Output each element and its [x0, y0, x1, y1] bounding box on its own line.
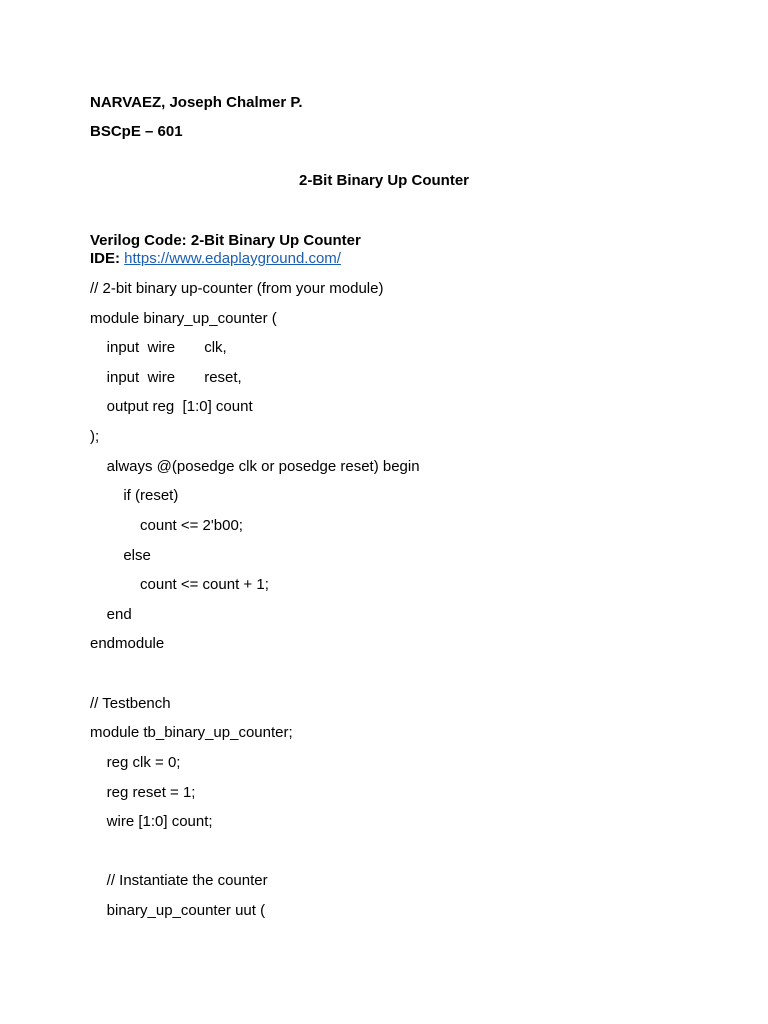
course-section: BSCpE – 601	[90, 123, 183, 140]
code-line: if (reset)	[90, 487, 179, 504]
author-name: NARVAEZ, Joseph Chalmer P.	[90, 94, 303, 111]
code-line: count <= 2'b00;	[90, 517, 243, 534]
code-line: input wire reset,	[90, 369, 242, 386]
code-line: // Testbench	[90, 695, 171, 712]
ide-line	[90, 250, 341, 268]
page-title: 2-Bit Binary Up Counter	[298, 172, 469, 189]
code-line: endmodule	[90, 635, 165, 652]
code-line: always @(posedge clk or posedge reset) begin	[90, 458, 420, 475]
code-heading: Verilog Code: 2-Bit Binary Up Counter	[90, 232, 361, 249]
code-line: output reg [1:0] count	[90, 398, 253, 415]
code-line: binary_up_counter uut (	[90, 902, 266, 919]
code-line: module binary_up_counter (	[90, 310, 277, 327]
code-line: );	[90, 428, 100, 445]
ide-link[interactable]: https://www.edaplayground.com/	[124, 250, 341, 267]
code-line: count <= count + 1;	[90, 576, 269, 593]
code-line: reg clk = 0;	[90, 754, 181, 771]
code-line: input wire clk,	[90, 339, 227, 356]
code-line: end	[90, 606, 132, 623]
code-line: else	[90, 547, 151, 564]
code-line: module tb_binary_up_counter;	[90, 724, 293, 741]
code-line: // 2-bit binary up-counter (from your module)	[90, 280, 384, 297]
code-line: reg reset = 1;	[90, 784, 196, 801]
ide-label: IDE:	[90, 250, 120, 267]
code-line: wire [1:0] count;	[90, 813, 213, 830]
code-line: // Instantiate the counter	[90, 872, 268, 889]
